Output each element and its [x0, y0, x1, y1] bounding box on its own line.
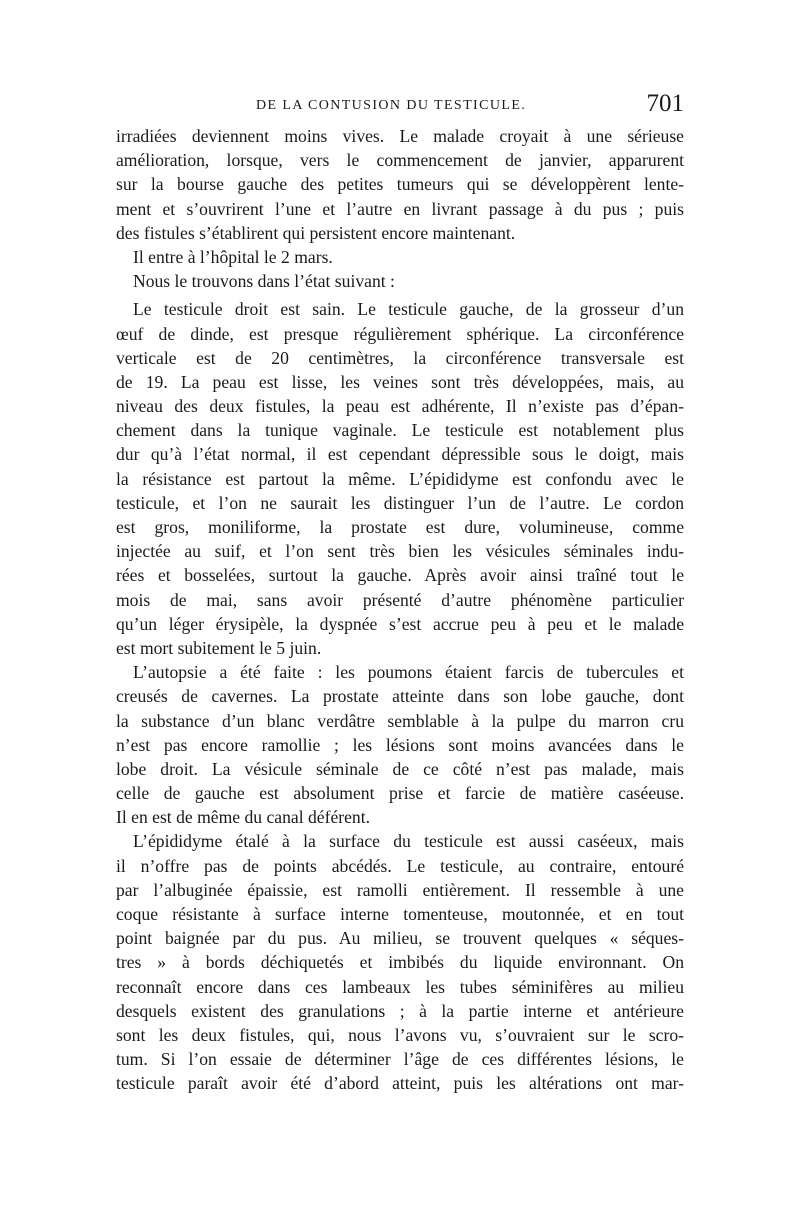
text-line: la substance d’un blanc verdâtre semblable à la pulpe du marron cru	[116, 710, 684, 731]
text-line: testicule, et l’on ne saurait les distinguer l’un de l’autre. Le cordon	[116, 492, 684, 513]
text-line: n’est pas encore ramollie ; les lésions sont moins avancées dans le	[116, 734, 684, 755]
text-line: par l’albuginée épaissie, est ramolli entièrement. Il ressemble à une	[116, 879, 684, 900]
text-line: coque résistante à surface interne tomenteuse, moutonnée, et en tout	[116, 904, 684, 924]
text-line: L’autopsie a été faite : les poumons étaient farcis de tubercules et	[133, 662, 684, 683]
text-line: point baignée par du pus. Au milieu, se trouvent quelques « séques-	[116, 928, 684, 949]
text-line: verticale est de 20 centimètres, la circonférence transversale est	[116, 347, 684, 368]
text-line: est gros, moniliforme, la prostate est dure, volumineuse, comme	[116, 517, 684, 537]
text-line: sur la bourse gauche des petites tumeurs qui se développèrent lente-	[116, 174, 684, 195]
text-line: lobe droit. La vésicule séminale de ce côté n’est pas malade, mais	[116, 758, 684, 779]
text-line: irradiées deviennent moins vives. Le malade croyait à une sérieuse	[116, 126, 684, 146]
text-line: sont les deux fistules, qui, nous l’avons vu, s’ouvraient sur le scro-	[116, 1024, 684, 1045]
text-line: chement dans la tunique vaginale. Le testicule est notablement plus	[116, 420, 684, 441]
text-line: des fistules s’établirent qui persistent encore maintenant.	[116, 222, 516, 243]
text-line: dur qu’à l’état normal, il est cependant dépressible sous le doigt, mais	[116, 444, 684, 465]
text-line: tres » à bords déchiquetés et imbibés du liquide environnant. On	[116, 952, 684, 973]
text-line: tum. Si l’on essaie de déterminer l’âge de ces différentes lésions, le	[116, 1049, 684, 1070]
text-line: reconnaît encore dans ces lambeaux les tubes séminifères au milieu	[116, 976, 684, 997]
text-line: niveau des deux fistules, la peau est adhérente, Il n’existe pas d’épan-	[116, 396, 684, 417]
text-line: testicule paraît avoir été d’abord atteint, puis les altérations ont mar-	[116, 1073, 684, 1094]
paragraph-5	[116, 660, 684, 829]
text-line: celle de gauche est absolument prise et farcie de matière caséeuse.	[116, 783, 684, 804]
text-line: est mort subitement le 5 juin.	[116, 637, 322, 658]
paragraph-1	[116, 124, 684, 245]
text-line: Nous le trouvons dans l’état suivant :	[133, 271, 395, 292]
text-line: amélioration, lorsque, vers le commencement de janvier, apparurent	[116, 150, 684, 171]
paragraph-4	[116, 297, 684, 660]
text-line: ment et s’ouvrirent l’une et l’autre en livrant passage à du pus ; puis	[116, 198, 684, 219]
text-line: de 19. La peau est lisse, les veines sont très développées, mais, au	[116, 371, 684, 392]
page-header	[116, 90, 684, 124]
paragraph-2	[116, 245, 684, 269]
paragraph-6	[116, 829, 684, 1095]
text-line: qu’un léger érysipèle, la dyspnée s’est accrue peu à peu et le malade	[116, 613, 684, 634]
text-line: Le testicule droit est sain. Le testicule gauche, de la grosseur d’un	[133, 299, 684, 320]
text-line: desquels existent des granulations ; à la partie interne et antérieure	[116, 1000, 684, 1021]
text-line: rées et bosselées, surtout la gauche. Après avoir ainsi traîné tout le	[116, 565, 684, 586]
book-page	[116, 90, 684, 1096]
text-line: injectée au suif, et l’on sent très bien les vésicules séminales indu-	[116, 541, 684, 562]
text-line: creusés de cavernes. La prostate atteinte dans son lobe gauche, dont	[116, 686, 684, 707]
text-line: Il entre à l’hôpital le 2 mars.	[133, 246, 333, 267]
text-line: la résistance est partout la même. L’épididyme est confondu avec le	[116, 468, 684, 489]
text-line: mois de mai, sans avoir présenté d’autre phénomène particulier	[116, 589, 684, 610]
paragraph-3	[116, 269, 684, 293]
text-line: il n’offre pas de points abcédés. Le testicule, au contraire, entouré	[116, 855, 684, 876]
text-line: œuf de dinde, est presque régulièrement sphérique. La circonférence	[116, 323, 684, 344]
text-line: L’épididyme étalé à la surface du testicule est aussi caséeux, mais	[133, 831, 684, 852]
page-number: 701	[646, 90, 684, 117]
running-title: DE LA CONTUSION DU TESTICULE.	[256, 98, 527, 113]
text-line: Il en est de même du canal déférent.	[116, 807, 371, 828]
